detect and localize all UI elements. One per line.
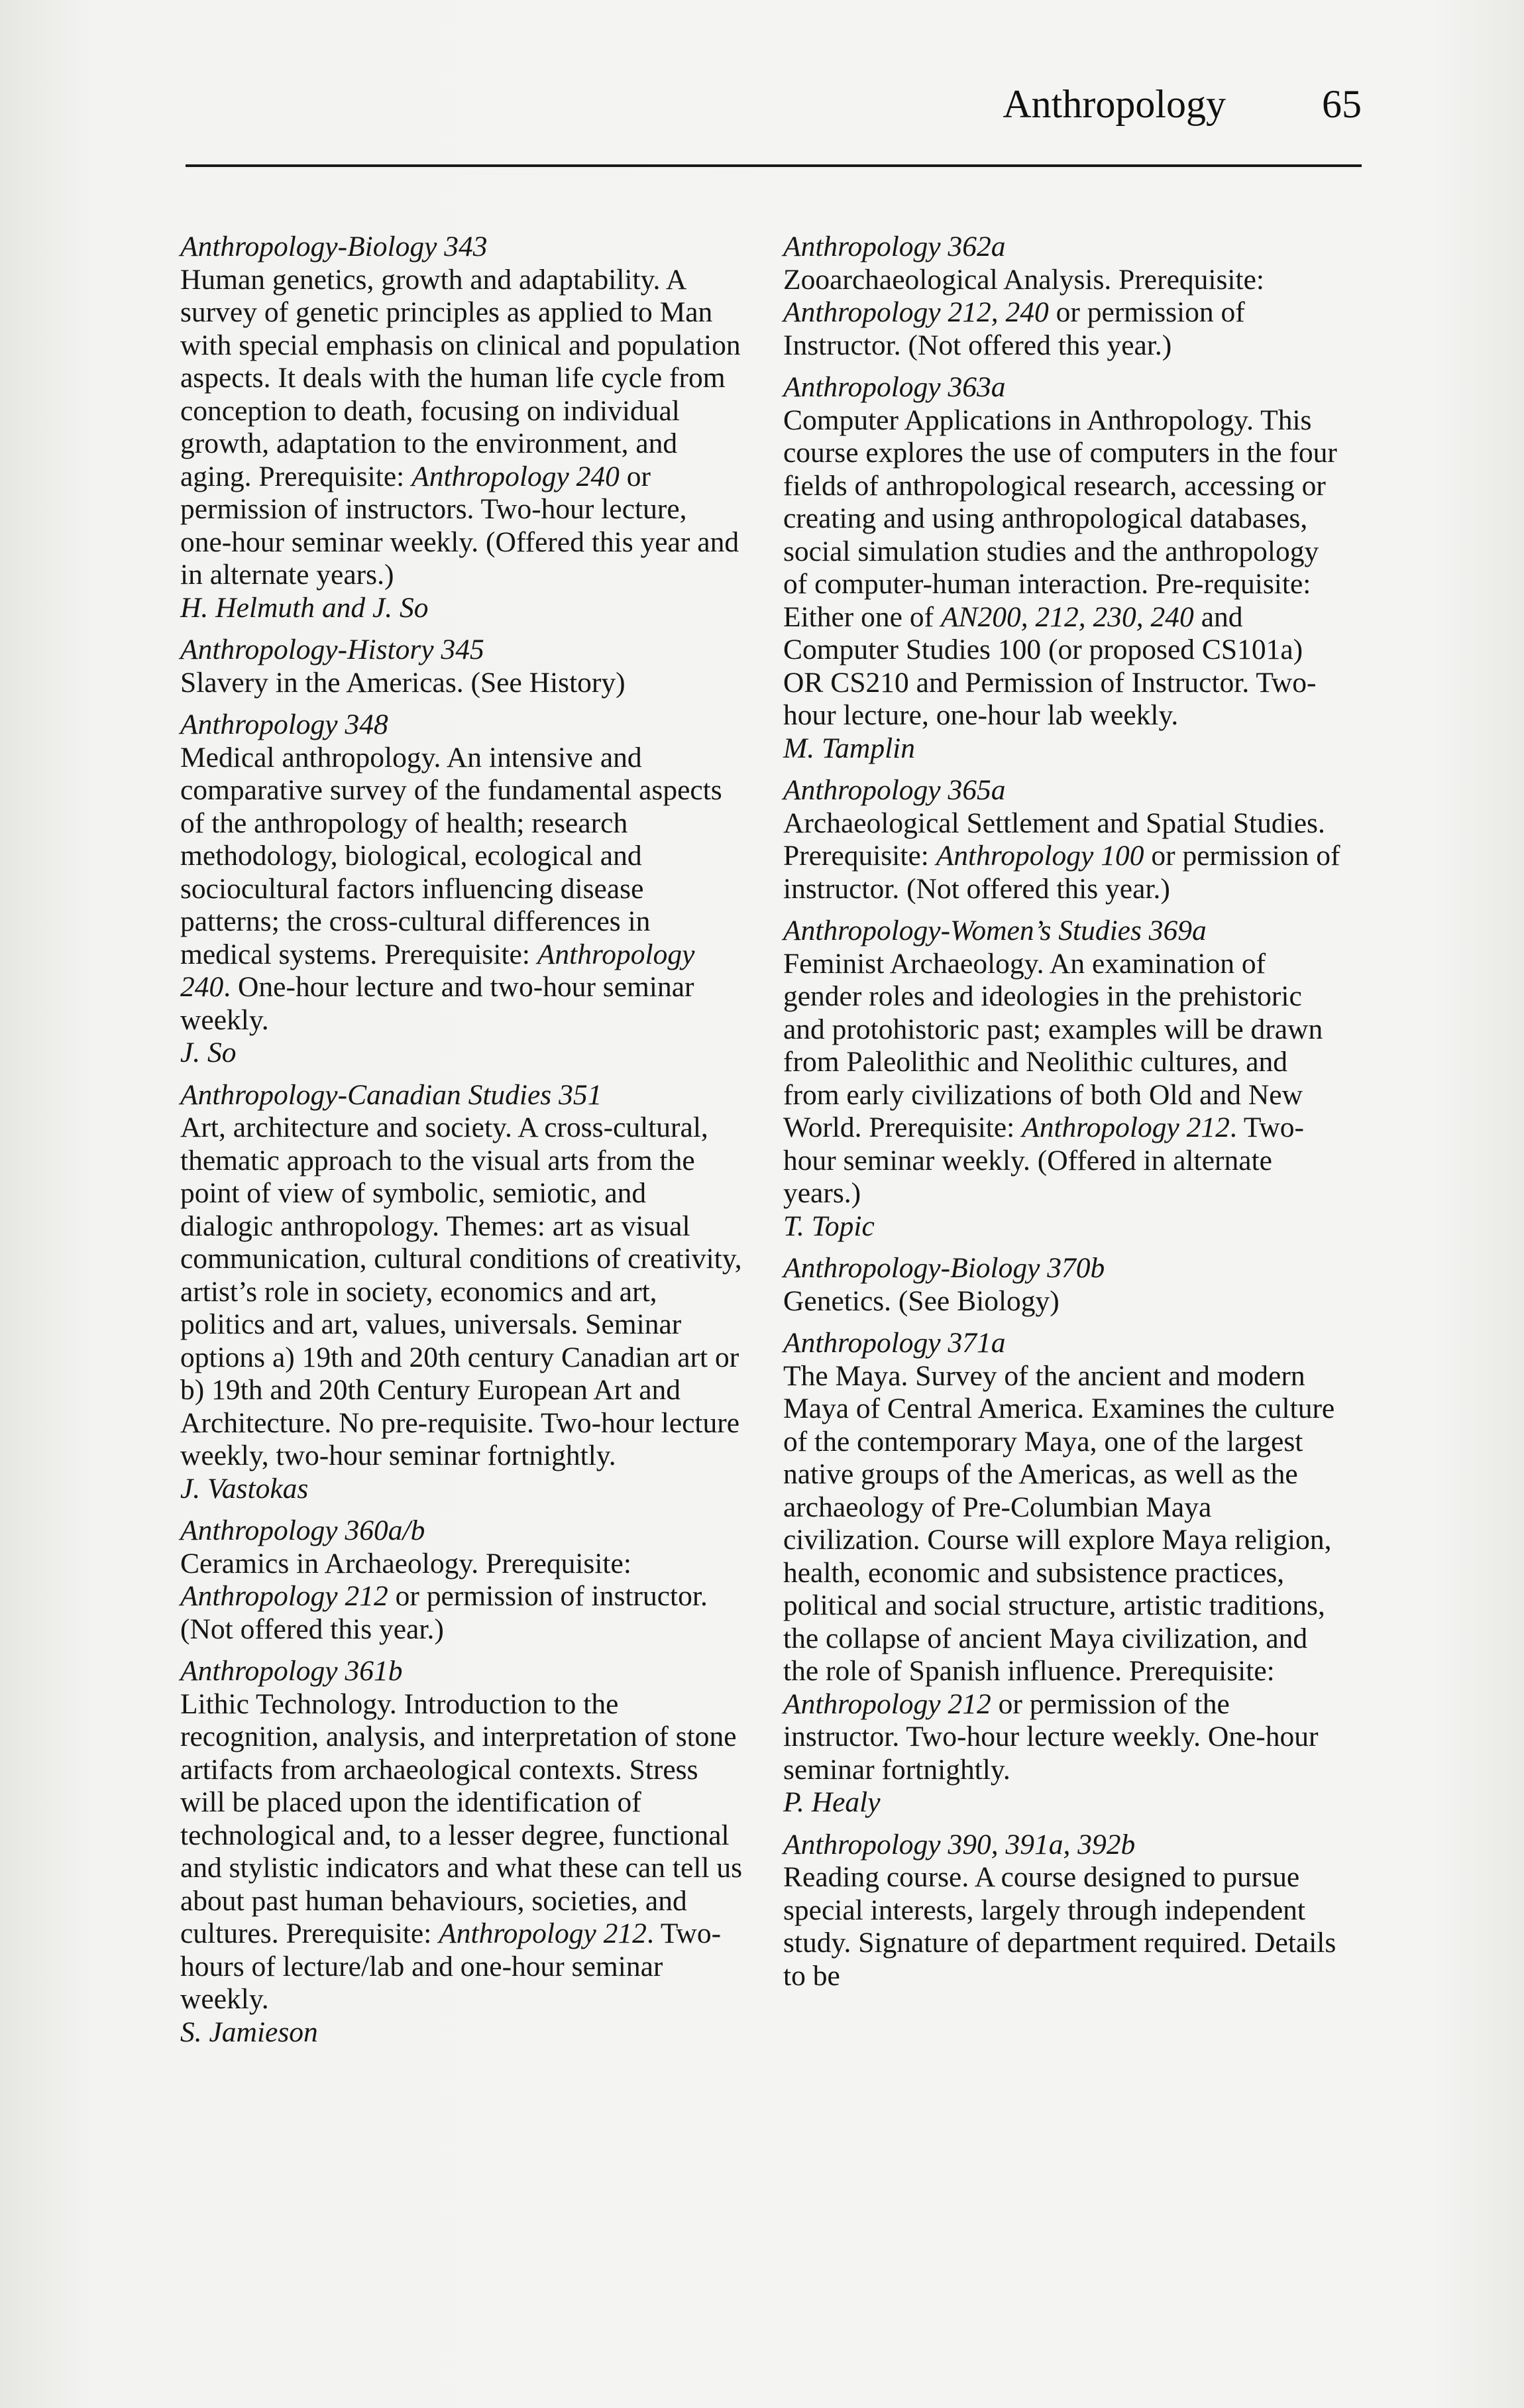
course-instructor: M. Tamplin xyxy=(783,732,916,764)
course-entry xyxy=(783,1252,1346,1318)
course-instructor: J. Vastokas xyxy=(180,1472,309,1505)
course-description: Zooarchaeological Analysis. Prerequisite: Anthropology 212, 240 or permission of Instructor. (Not offered this year.) xyxy=(783,263,1264,361)
course-title: Anthropology 363a xyxy=(783,371,1006,403)
course-title: Anthropology 361b xyxy=(180,1655,403,1687)
course-description: Human genetics, growth and adaptability. A survey of genetic principles as applied to Man with special emphasis on clinical and population aspects. It deals with the human life cycle from conception to death, focusing on individual growth, adaptation to the environment, and aging. Prerequisite: Anthropology 240 or permission of instructors. Two-hour lecture, one-hour seminar weekly. (Offered this year and in alternate years.) xyxy=(180,263,741,591)
course-entry xyxy=(783,371,1346,765)
course-instructor: H. Helmuth and J. So xyxy=(180,591,429,624)
course-description: Feminist Archaeology. An examination of gender roles and ideologies in the prehistoric and protohistoric past; examples will be drawn from Paleolithic and Neolithic cultures, and from early civilizations of both Old and New World. Prerequisite: Anthropology 212. Two-hour seminar weekly. (Offered in alternate years.) xyxy=(783,947,1323,1209)
course-entry xyxy=(180,1655,743,2049)
course-description: Reading course. A course designed to pursue special interests, largely through independent study. Signature of department required. Details to be xyxy=(783,1861,1336,1992)
page-header xyxy=(186,74,1362,134)
course-description: Genetics. (See Biology) xyxy=(783,1285,1060,1317)
course-entry xyxy=(783,1829,1346,1993)
left-column xyxy=(180,231,743,2058)
course-title: Anthropology 365a xyxy=(783,774,1006,806)
course-entry xyxy=(180,634,743,699)
course-entry xyxy=(783,1327,1346,1819)
course-description: The Maya. Survey of the ancient and modern Maya of Central America. Examines the culture of the contemporary Maya, one of the largest native groups of the Americas, as well as the archaeology of Pre-Columbian Maya civilization. Course will explore Maya religion, health, economic and subsistence practices, political and social structure, artistic traditions, the collapse of ancient Maya civilization, and the role of Spanish influence. Prerequisite: Anthropology 212 or permission of the instructor. Two-hour lecture weekly. One-hour seminar fortnightly. xyxy=(783,1359,1335,1786)
course-entry xyxy=(180,1515,743,1646)
course-title: Anthropology-Women’s Studies 369a xyxy=(783,915,1207,946)
course-entry xyxy=(783,774,1346,905)
course-entry xyxy=(783,231,1346,362)
course-title: Anthropology-Canadian Studies 351 xyxy=(180,1078,602,1111)
header-rule xyxy=(186,164,1362,167)
course-description: Ceramics in Archaeology. Prerequisite: Anthropology 212 or permission of instructor. (Not offered this year.) xyxy=(180,1547,708,1645)
course-description: Archaeological Settlement and Spatial Studies. Prerequisite: Anthropology 100 or permission of instructor. (Not offered this year.) xyxy=(783,807,1340,905)
course-entry xyxy=(180,231,743,624)
running-head-title: Anthropology xyxy=(1003,82,1226,126)
course-title: Anthropology 371a xyxy=(783,1327,1006,1359)
course-title: Anthropology 362a xyxy=(783,231,1006,262)
page-number: 65 xyxy=(1322,82,1362,126)
course-entry xyxy=(180,709,743,1070)
course-title: Anthropology 360a/b xyxy=(180,1515,425,1546)
course-title: Anthropology 390, 391a, 392b xyxy=(783,1828,1136,1861)
course-title: Anthropology 348 xyxy=(180,709,388,740)
course-title: Anthropology-Biology 343 xyxy=(180,231,488,262)
right-column xyxy=(783,231,1346,2002)
course-description: Computer Applications in Anthropology. This course explores the use of computers in the four fields of anthropological research, accessing or creating and using anthropological databases, social simulation studies and the anthropology of computer-human interaction. Pre-requisite: Either one of AN200, 212, 230, 240 and Computer Studies 100 (or proposed CS101a) OR CS210 and Permission of Instructor. Two-hour lecture, one-hour lab weekly. xyxy=(783,404,1337,731)
course-description: Slavery in the Americas. (See History) xyxy=(180,666,626,699)
course-instructor: J. So xyxy=(180,1037,237,1068)
course-instructor: S. Jamieson xyxy=(180,2016,318,2048)
course-title: Anthropology-History 345 xyxy=(180,634,484,665)
course-description: Lithic Technology. Introduction to the recognition, analysis, and interpretation of stone artifacts from archaeological contexts. Stress will be placed upon the identification of technological and, to a lesser degree, functional and stylistic indicators and what these can tell us about past human behaviours, societies, and cultures. Prerequisite: Anthropology 212. Two-hours of lecture/lab and one-hour seminar weekly. xyxy=(180,1688,743,2015)
course-description: Medical anthropology. An intensive and comparative survey of the fundamental aspects of the anthropology of health; research methodology, biological, ecological and sociocultural factors influencing disease patterns; the cross-cultural differences in medical systems. Prerequisite: Anthropology 240. One-hour lecture and two-hour seminar weekly. xyxy=(180,741,722,1036)
course-instructor: T. Topic xyxy=(783,1210,875,1242)
course-instructor: P. Healy xyxy=(783,1786,881,1818)
course-entry xyxy=(180,1079,743,1506)
course-title: Anthropology-Biology 370b xyxy=(783,1252,1105,1284)
course-description: Art, architecture and society. A cross-cultural, thematic approach to the visual arts from the point of view of symbolic, semiotic, and dialogic anthropology. Themes: art as visual communication, cultural conditions of creativity, artist’s role in society, economics and art, politics and art, values, universals. Seminar options a) 19th and 20th century Canadian art or b) 19th and 20th Century European Art and Architecture. No pre-requisite. Two-hour lecture weekly, two-hour seminar fortnightly. xyxy=(180,1112,742,1471)
course-entry xyxy=(783,915,1346,1243)
